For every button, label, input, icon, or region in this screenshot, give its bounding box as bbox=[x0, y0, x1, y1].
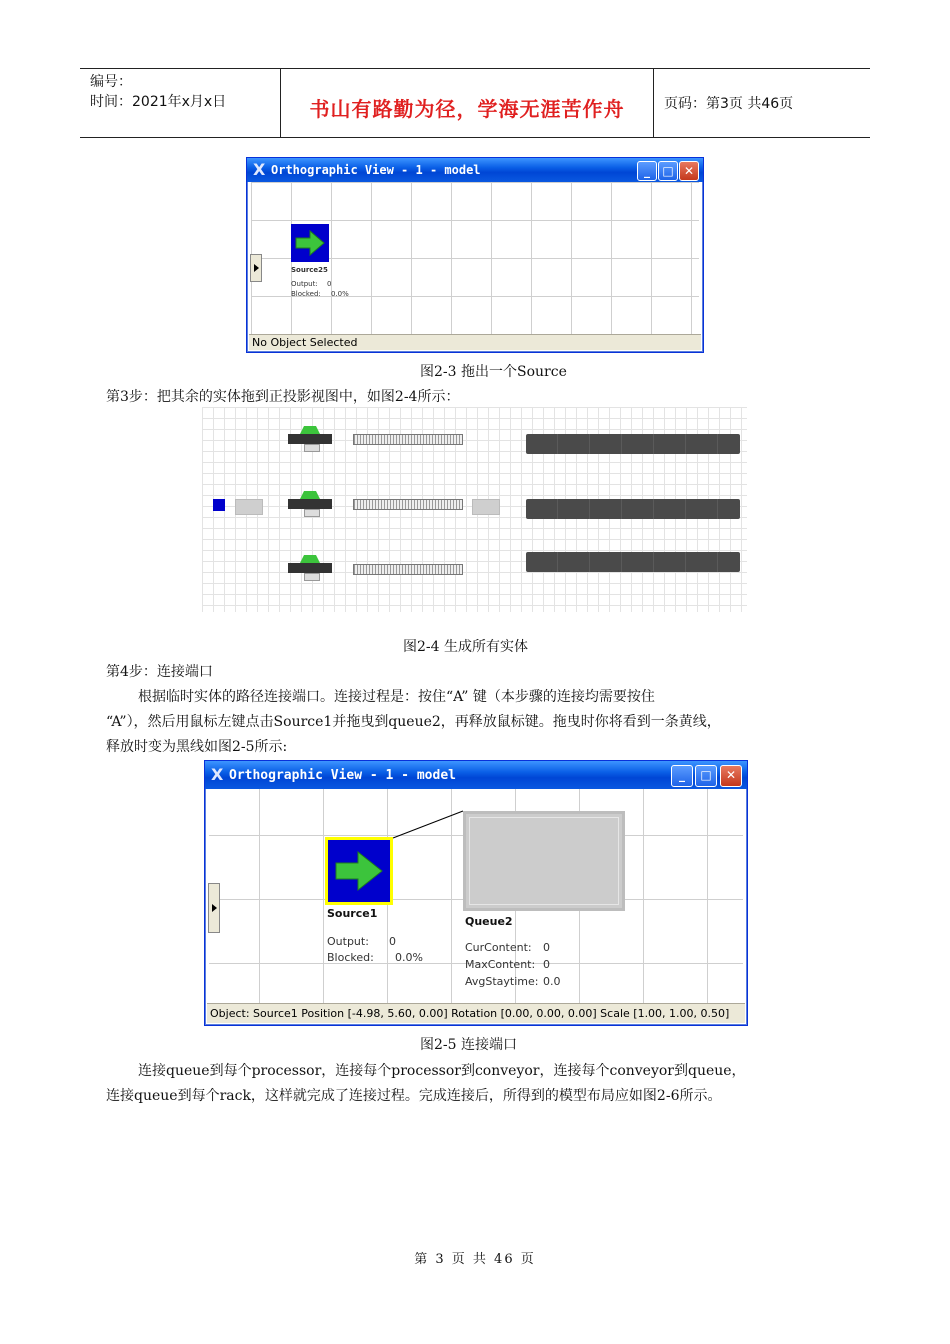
avgstay-value: 0.0 bbox=[543, 975, 561, 988]
output-label: Output: bbox=[327, 935, 369, 948]
curcontent-value: 0 bbox=[543, 941, 550, 954]
queue-mini-left bbox=[235, 499, 263, 515]
step4-line2: “A”），然后用鼠标左键点击Source1并拖曳到queue2，再释放鼠标键。拖曳时你将看到一条黄线， bbox=[106, 714, 721, 730]
source-object[interactable] bbox=[291, 224, 329, 262]
step4-line1: 根据临时实体的路径连接端口。连接过程是：按住“A” 键（本步骤的连接均需要按住 bbox=[138, 689, 655, 705]
step4-line3: 释放时变为黑线如图2-5所示: bbox=[106, 739, 288, 755]
step4-title: 第4步：连接端口 bbox=[106, 664, 213, 680]
fig25-title-bar[interactable] bbox=[205, 761, 747, 789]
fig25-window-title: Orthographic View - 1 - model bbox=[229, 768, 456, 783]
page-header bbox=[80, 68, 870, 138]
blocked-value: 0.0% bbox=[331, 290, 349, 298]
blocked-value: 0.0% bbox=[395, 951, 423, 964]
fig25-window bbox=[204, 760, 748, 1026]
conveyor-3 bbox=[353, 564, 463, 575]
app-x-icon: X bbox=[211, 765, 224, 784]
rack-2 bbox=[526, 499, 740, 519]
header-meta-cell bbox=[80, 69, 281, 137]
queue2-name: Queue2 bbox=[465, 915, 513, 928]
curcontent-label: CurContent: bbox=[465, 941, 532, 954]
fig23-status-bar bbox=[249, 334, 701, 350]
maxcontent-label: MaxContent: bbox=[465, 958, 536, 971]
minimize-button[interactable]: _ bbox=[637, 161, 657, 181]
fig23-window bbox=[246, 157, 704, 353]
queue-mini-right bbox=[472, 499, 500, 515]
fig25-status-bar bbox=[207, 1003, 745, 1023]
source-mini bbox=[213, 499, 225, 511]
fig23-viewport[interactable] bbox=[251, 182, 699, 334]
output-value: 0 bbox=[327, 280, 332, 288]
motto: 书山有路勤为径，学海无涯苦作舟 bbox=[309, 97, 625, 121]
fig23-caption: 图2-3 拖出一个Source bbox=[420, 364, 567, 380]
header-motto-cell bbox=[281, 69, 654, 137]
side-panel-handle[interactable] bbox=[250, 254, 262, 282]
blocked-label: Blocked: bbox=[327, 951, 374, 964]
source1-name: Source1 bbox=[327, 907, 378, 920]
output-label: Output: bbox=[291, 280, 318, 288]
side-panel-handle[interactable] bbox=[208, 883, 220, 933]
number-label: 编号： bbox=[90, 74, 132, 90]
minimize-button[interactable]: _ bbox=[671, 765, 693, 787]
green-arrow-icon bbox=[328, 840, 390, 902]
source1-object[interactable] bbox=[325, 837, 393, 905]
maximize-button[interactable]: □ bbox=[658, 161, 678, 181]
source-name-label: Source25 bbox=[291, 266, 328, 274]
source1-body bbox=[328, 840, 390, 902]
page-footer: 第 3 页 共 46 页 bbox=[414, 1252, 536, 1267]
closing-line2: 连接queue到每个rack，这样就完成了连接过程。完成连接后，所得到的模型布局应如图2-6所示。 bbox=[106, 1088, 722, 1104]
fig25-status-text: Object: Source1 Position [-4.98, 5.60, 0.00] Rotation [0.00, 0.00, 0.00] Scale [1.00, 1.00, 0.50] bbox=[210, 1007, 730, 1020]
rack-1 bbox=[526, 434, 740, 454]
rack-3 bbox=[526, 552, 740, 572]
fig25-viewport[interactable] bbox=[209, 789, 743, 1003]
conveyor-2 bbox=[353, 499, 463, 510]
output-value: 0 bbox=[389, 935, 396, 948]
queue2-object[interactable] bbox=[463, 811, 625, 911]
conveyor-1 bbox=[353, 434, 463, 445]
close-button[interactable]: ✕ bbox=[720, 765, 742, 787]
fig24-model-layout bbox=[202, 407, 747, 612]
closing-line1: 连接queue到每个processor，连接每个processor到conveyor，连接每个conveyor到queue， bbox=[138, 1063, 746, 1079]
fig23-title-bar[interactable] bbox=[247, 158, 703, 182]
maxcontent-value: 0 bbox=[543, 958, 550, 971]
fig24-caption: 图2-4 生成所有实体 bbox=[403, 639, 528, 655]
date-label: 时间：2021年x月x日 bbox=[90, 94, 227, 110]
blocked-label: Blocked: bbox=[291, 290, 321, 298]
page-info: 页码：第3页 共46页 bbox=[664, 96, 794, 112]
fig23-status-text: No Object Selected bbox=[252, 336, 358, 349]
close-button[interactable]: ✕ bbox=[679, 161, 699, 181]
maximize-button[interactable]: □ bbox=[695, 765, 717, 787]
header-page-cell bbox=[654, 69, 870, 137]
avgstay-label: AvgStaytime: bbox=[465, 975, 539, 988]
green-arrow-icon bbox=[291, 224, 329, 262]
step3-text: 第3步：把其余的实体拖到正投影视图中，如图2-4所示： bbox=[106, 389, 460, 405]
app-x-icon: X bbox=[253, 160, 266, 179]
fig23-window-title: Orthographic View - 1 - model bbox=[271, 163, 481, 177]
fig25-caption: 图2-5 连接端口 bbox=[420, 1037, 517, 1053]
